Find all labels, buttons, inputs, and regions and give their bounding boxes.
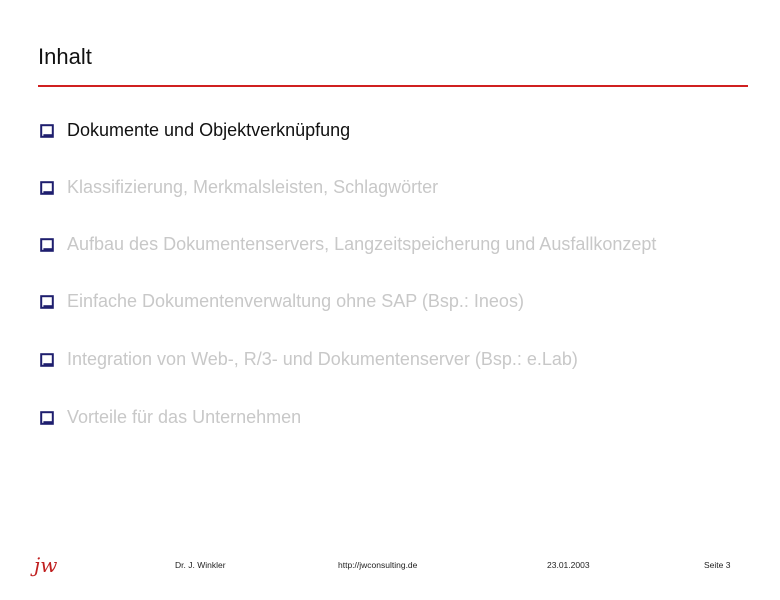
agenda-item-text: Klassifizierung, Merkmalsleisten, Schlagwörter	[67, 177, 439, 197]
checkbox-bullet-icon	[40, 124, 54, 138]
agenda-item	[38, 289, 718, 314]
checkbox-bullet-icon	[40, 295, 54, 309]
footer-page-number: Seite 3	[704, 560, 731, 570]
checkbox-bullet-icon	[40, 181, 54, 195]
agenda-item	[38, 232, 718, 257]
checkbox-bullet-icon	[40, 411, 54, 425]
checkbox-bullet-icon	[40, 353, 54, 367]
footer-url: http://jwconsulting.de	[338, 560, 418, 570]
agenda-item-text: Dokumente und Objektverknüpfung	[67, 120, 351, 140]
title-divider	[38, 85, 748, 87]
agenda-item	[38, 118, 718, 143]
agenda-item	[38, 347, 718, 372]
agenda-item-text: Integration von Web-, R/3- und Dokumentenserver (Bsp.: e.Lab)	[67, 349, 578, 369]
footer-author: Dr. J. Winkler	[175, 560, 226, 570]
checkbox-bullet-icon	[40, 238, 54, 252]
agenda-item-text: Vorteile für das Unternehmen	[67, 407, 302, 427]
agenda-item-text: Aufbau des Dokumentenservers, Langzeitspeicherung und Ausfallkonzept	[67, 234, 657, 254]
agenda-list	[38, 118, 718, 430]
agenda-item	[38, 175, 718, 200]
slide-title: Inhalt	[38, 44, 92, 69]
jw-logo: jw	[34, 553, 58, 577]
agenda-item-text: Einfache Dokumentenverwaltung ohne SAP (Bsp.: Ineos)	[67, 291, 524, 311]
footer-date: 23.01.2003	[547, 560, 590, 570]
agenda-item	[38, 405, 718, 430]
